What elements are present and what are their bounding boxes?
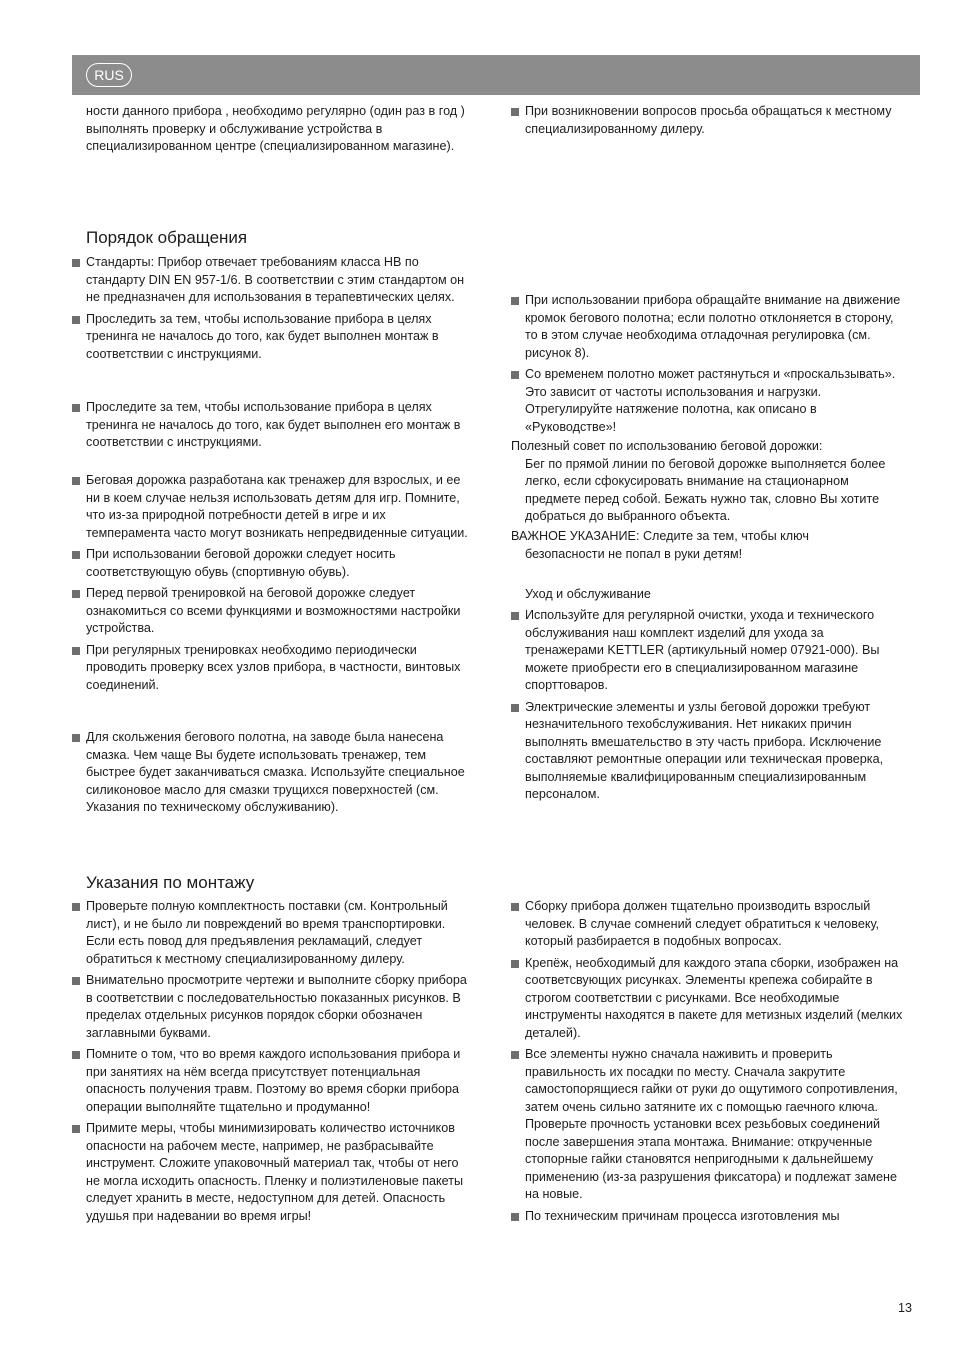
usage-bullets-d [72,729,470,817]
list-item: Беговая дорожка разработана как тренажер для взрослых, и ее ни в коем случае нельзя использовать детям для игр. Помните, что из-за природной потребности детей в игре и их темперамента часто могут возникать непредвиденные ситуации. [72,472,470,542]
running-tip [511,438,903,526]
assembly-bullets-left [72,898,470,1225]
list-item: Сборку прибора должен тщательно производить взрослый человек. В случае сомнений следует обратиться к человеку, который разбирается в подобных вопросах. [511,898,903,951]
section-title-assembly: Указания по монтажу [86,873,255,892]
care-bullets [511,607,903,804]
language-badge: RUS [86,63,132,87]
list-item: Крепёж, необходимый для каждого этапа сборки, изображен на соответсвующих рисунках. Элементы крепежа собирайте в строгом соответствии с рисунками. Все необходимые инструменты находятся в пакете для метизных изделий (мелких деталей). [511,955,903,1043]
list-item: Примите меры, чтобы минимизировать количество источников опасности на рабочем месте, например, не разбрасывайте инструмент. Сложите упаковочный материал так, чтобы от него не могла исходить опасность. Пленку и полиэтиленовые пакеты следует хранить в месте, недоступном для детей. Опасность удушья при надевании во время игры! [72,1120,470,1225]
usage-bullets-a [72,254,470,363]
list-item: При использовании прибора обращайте внимание на движение кромок бегового полотна; если полотно отклоняется в сторону, то в этом случае необходима отладочная регулировка (см. рисунок 8). [511,292,903,362]
assembly-bullets-right [511,898,903,1225]
important-title: ВАЖНОЕ УКАЗАНИЕ: Следите за тем, чтобы ключ [511,529,809,543]
list-item: Стандарты: Прибор отвечает требованиям класса HB по стандарту DIN EN 957-1/6. В соответствии с этим стандартом он не предназначен для использования в терапевтических целях. [72,254,470,307]
tip-body: Бег по прямой линии по беговой дорожке выполняется более легко, если сфокусировать внимание на стационарном предмете перед собой. Бежать нужно так, словно Вы хотите добраться до выбранного объекта. [525,456,886,523]
list-item: Проверьте полную комплектность поставки (см. Контрольный лист), и не было ли повреждений во время транспортировки. Если есть повод для предъявления рекламаций, следует обратиться к местному специализированному дилеру. [72,898,470,968]
right-column [511,0,903,1351]
usage-bullets-right [511,292,903,436]
tip-title: Полезный совет по использованию беговой дорожки: [511,439,823,453]
list-item: Перед первой тренировкой на беговой дорожке следует ознакомиться со всеми функциями и возможностями настройки устройства. [72,585,470,638]
list-item: По техническим причинам процесса изготовления мы [511,1208,903,1226]
right-intro [511,103,903,138]
list-item: Все элементы нужно сначала наживить и проверить правильность их посадки по месту. Сначала закрутите самостопорящиеся гайки от руки до ощутимого сопротивления, затем очень сильно затяните их с помощью гаечного ключа. Проверьте прочность установки всех резьбовых соединений после завершения этапа монтажа. Внимание: открученные стопорные гайки становятся непригодными к дальнейшему применению (из-за разрушения фиксатора) и подлежат замене на новые. [511,1046,903,1204]
list-item: Проследить за тем, чтобы использование прибора в целях тренинга не началось до того, как будет выполнен монтаж в соответствии с инструкциями. [72,311,470,364]
usage-bullets-b [72,399,470,452]
section-title-usage: Порядок обращения [86,228,248,247]
list-item: При использовании беговой дорожки следует носить соответствующую обувь (спортивную обувь). [72,546,470,581]
section-title-care: Уход и обслуживание [525,587,651,601]
list-item: Помните о том, что во время каждого использования прибора и при занятиях на нём всегда присутствует потенциальная опасность получения травм. Поэтому во время сборки прибора операции выполняйте тщательно и продуманно! [72,1046,470,1116]
left-column [72,0,470,1351]
list-item: Для скольжения бегового полотна, на заводе была нанесена смазка. Чем чаще Вы будете использовать тренажер, тем быстрее будет заканчиваться смазка. Используйте специальное силиконовое масло для смазки трущихся поверхностей (см. Указания по техническому обслуживанию). [72,729,470,817]
list-item: Со временем полотно может растянуться и «проскальзывать». Это зависит от частоты использования и нагрузки. Отрегулируйте натяжение полотна, как описано в «Руководстве»! [511,366,903,436]
list-item: Внимательно просмотрите чертежи и выполните сборку прибора в соответствии с последовательностью показанных рисунков. В пределах отдельных рисунков порядок сборки обозначен заглавными буквами. [72,972,470,1042]
important-body: безопасности не попал в руки детям! [525,546,743,561]
list-item: Используйте для регулярной очистки, ухода и технического обслуживания наш комплект изделий для ухода за тренажерами KETTLER (артикульный номер 07921-000). Вы можете приобрести его в специализированном магазине спорттоваров. [511,607,903,695]
important-note [511,528,903,563]
left-intro-text: ности данного прибора , необходимо регулярно (один раз в год ) выполнять проверку и обслуживание устройства в специализированном центре (специализированном магазине). [86,104,465,153]
list-item: При регулярных тренировках необходимо периодически проводить проверку всех узлов прибора, в частности, винтовых соединений. [72,642,470,695]
list-item: При возникновении вопросов просьба обращаться к местному специализированному дилеру. [511,103,903,138]
page-number: 13 [898,1301,913,1315]
usage-bullets-c [72,472,470,694]
list-item: Проследите за тем, чтобы использование прибора в целях тренинга не началось до того, как будет выполнен его монтаж в соответствии с инструкциями. [72,399,470,452]
list-item: Электрические элементы и узлы беговой дорожки требуют незначительного техобслуживания. Нет никаких причин выполнять вмешательство в эту часть прибора. Исключение составляют ремонтные операции или техническая проверка, выполняемые квалифицированным специализированным персоналом. [511,699,903,804]
